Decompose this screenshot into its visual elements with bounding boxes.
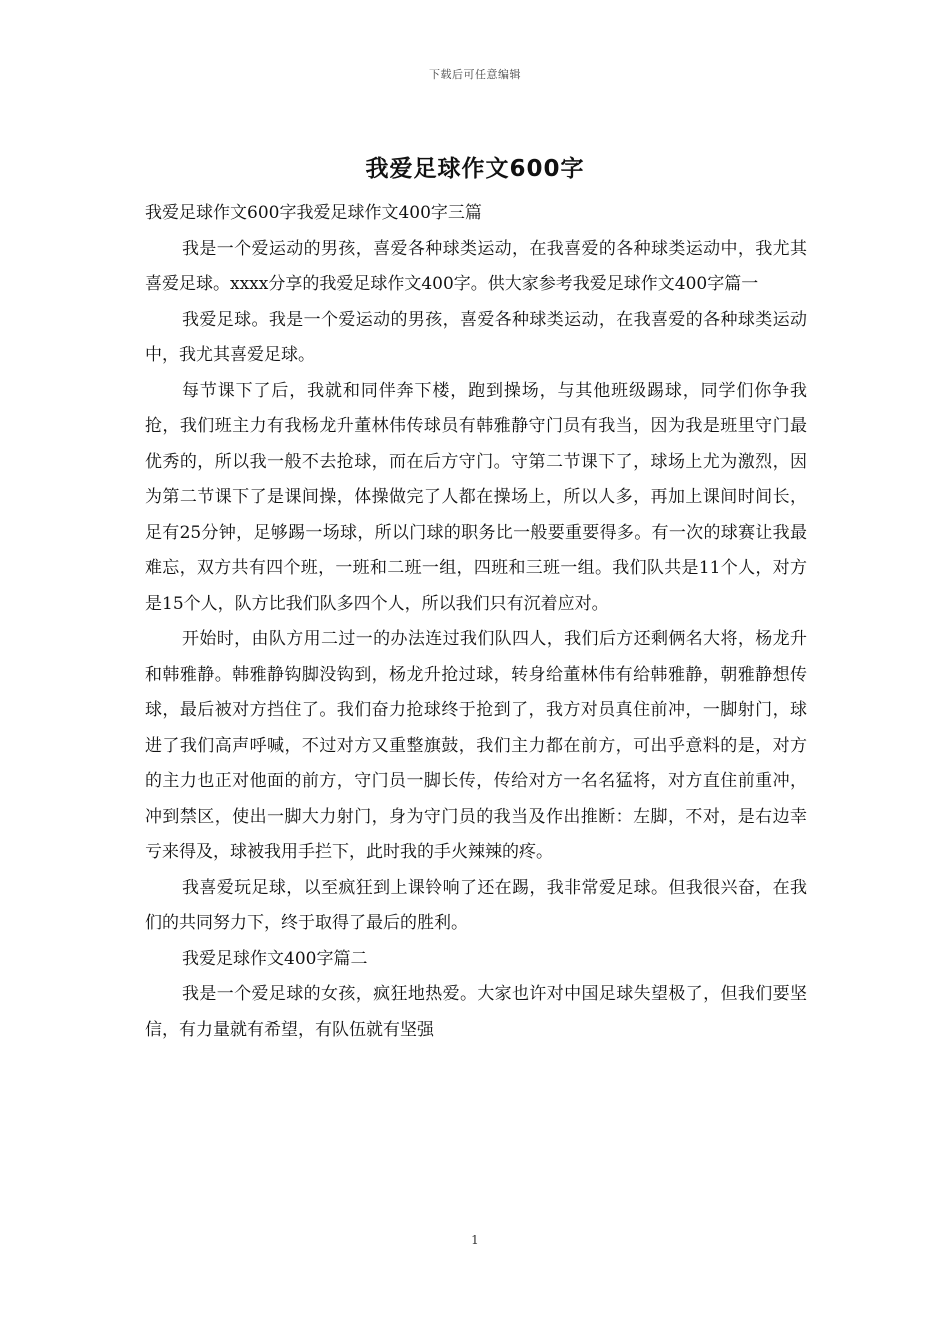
body-paragraph: 我爱足球。我是一个爱运动的男孩，喜爱各种球类运动，在我喜爱的各种球类运动中，我尤其喜爱足球。 <box>145 309 807 365</box>
body-paragraph: 我是一个爱运动的男孩，喜爱各种球类运动，在我喜爱的各种球类运动中，我尤其喜爱足球。xxxx分享的我爱足球作文400字。供大家参考我爱足球作文400字篇一 <box>145 238 807 294</box>
document-title: 我爱足球作文600字 <box>365 156 585 182</box>
page-number: 1 <box>471 1233 479 1247</box>
body-paragraph: 开始时，由队方用二过一的办法连过我们队四人，我们后方还剩俩名大将，杨龙升和韩雅静。韩雅静钩脚没钩到，杨龙升抢过球，转身给董林伟有给韩雅静，朝雅静想传球，最后被对方挡住了。我们奋力抢球终于抢到了，我方对员真住前冲，一脚射门，球进了我们高声呼喊，不过对方又重整旗鼓，我们主力都在前方，可出乎意料的是，对方的主力也正对他面的前方，守门员一脚长传，传给对方一名名猛将，对方直住前重冲，冲到禁区，使出一脚大力射门，身为守门员的我当及作出推断：左脚，不对，是右边幸亏来得及，球被我用手拦下，此时我的手火辣辣的疼。 <box>145 629 807 862</box>
subtitle-paragraph: 我爱足球作文600字我爱足球作文400字三篇 <box>145 203 482 223</box>
body-paragraph: 每节课下了后，我就和同伴奔下楼，跑到操场，与其他班级踢球，同学们你争我抢，我们班主力有我杨龙升董林伟传球员有韩雅静守门员有我当，因为我是班里守门最优秀的，所以我一般不去抢球，而在后方守门。守第二节课下了，球场上尤为激烈，因为第二节课下了是课间操，体操做完了人都在操场上，所以人多，再加上课间时间长，足有25分钟，足够踢一场球，所以门球的职务比一般要重要得多。有一次的球赛让我最难忘，双方共有四个班，一班和二班一组，四班和三班一组。我们队共是11个人，对方是15个人，队方比我们队多四个人，所以我们只有沉着应对。 <box>145 380 807 614</box>
document-body <box>145 196 807 1048</box>
body-paragraph: 我喜爱玩足球，以至疯狂到上课铃响了还在踢，我非常爱足球。但我很兴奋，在我们的共同努力下，终于取得了最后的胜利。 <box>145 877 807 933</box>
section-heading: 我爱足球作文400字篇二 <box>182 948 368 969</box>
body-paragraph: 我是一个爱足球的女孩，疯狂地热爱。大家也许对中国足球失望极了，但我们要坚信，有力量就有希望，有队伍就有坚强 <box>145 984 807 1040</box>
header-note: 下载后可任意编辑 <box>429 68 521 81</box>
